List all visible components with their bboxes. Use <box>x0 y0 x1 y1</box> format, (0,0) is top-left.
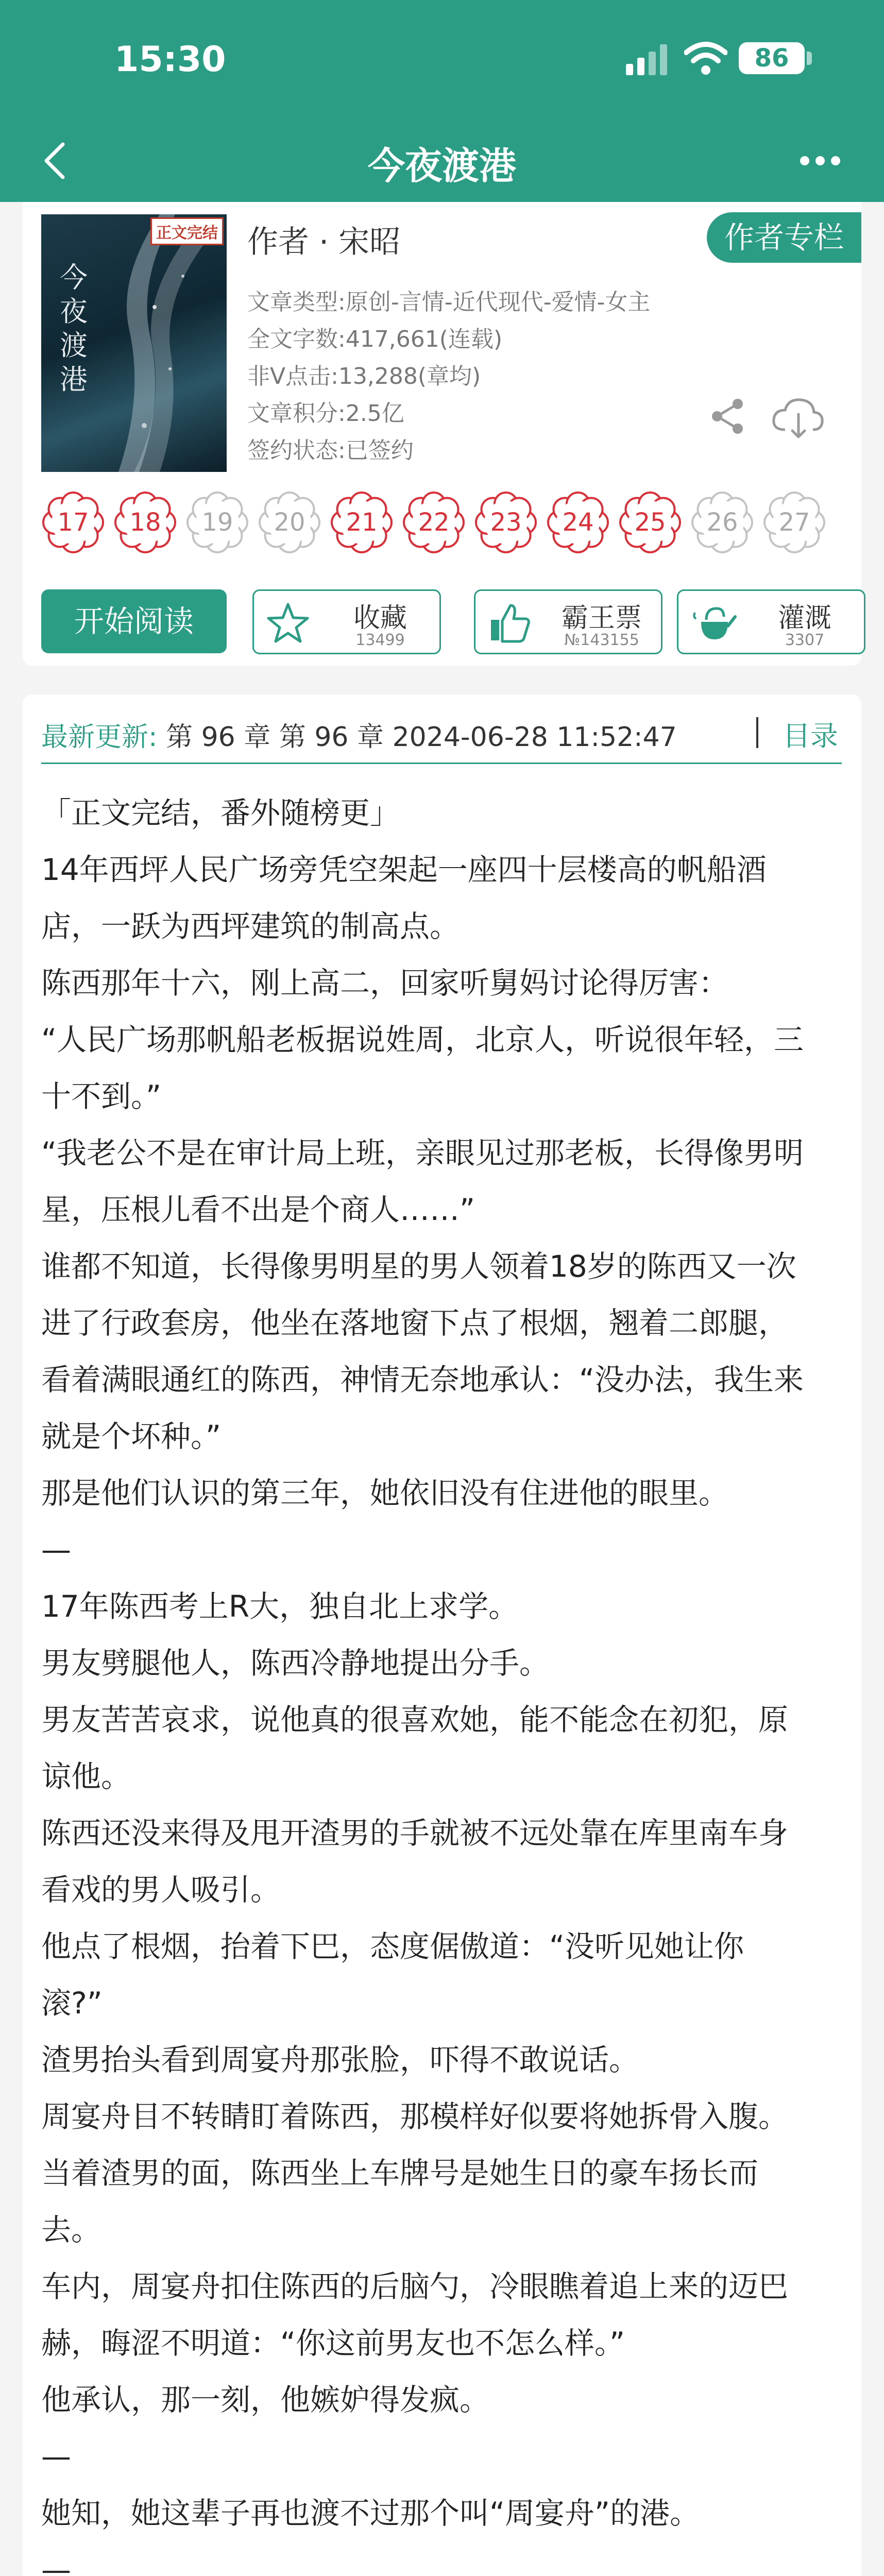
synopsis-line: 男友苦苦哀求，说他真的很喜欢她，能不能念在初犯，原 <box>41 1702 789 1737</box>
collect-label: 收藏 <box>353 603 407 634</box>
synopsis-line: — <box>41 1532 71 1567</box>
score-flower-number: 18 <box>129 508 161 537</box>
synopsis-line: 看着满眼通红的陈西，神情无奈地承认：“没办法，我生来 <box>41 1362 804 1397</box>
synopsis-line: — <box>41 2552 71 2576</box>
divider <box>756 717 758 748</box>
score-flower <box>474 490 538 554</box>
synopsis-line: 「正文完结，番外随榜更」 <box>41 795 400 831</box>
score-flower-number: 19 <box>201 508 233 537</box>
score-flower <box>546 490 610 554</box>
cloud-download-icon[interactable] <box>770 394 826 440</box>
score-flower-number: 21 <box>346 508 378 537</box>
synopsis-line: 17年陈西考上R大，独自北上求学。 <box>41 1589 519 1624</box>
score-flower-number: 24 <box>562 508 594 537</box>
synopsis-line: “人民广场那帆船老板据说姓周，北京人，听说很年轻，三 <box>41 1022 804 1057</box>
synopsis-line: 赫，晦涩不明道：“你这前男友也不怎么样。” <box>41 2326 625 2361</box>
star-icon <box>266 601 310 645</box>
synopsis-line: “我老公不是在审计局上班，亲眼见过那老板，长得像男明 <box>41 1136 804 1171</box>
score-flower-number: 17 <box>57 508 89 537</box>
meta-clicks: 非V点击:13,288(章均) <box>247 363 481 389</box>
battery-tip <box>807 52 812 65</box>
cover-title: 今夜渡港 <box>60 261 88 396</box>
score-flower <box>113 490 177 554</box>
synopsis-line: 进了行政套房，他坐在落地窗下点了根烟，翘着二郎腿， <box>41 1306 789 1341</box>
action-row <box>41 589 865 655</box>
synopsis-line: 店，一跃为西坪建筑的制高点。 <box>41 909 460 944</box>
synopsis-line: 看戏的男人吸引。 <box>41 1872 281 1907</box>
more-icon[interactable] <box>789 140 851 181</box>
synopsis-line: 渣男抬头看到周宴舟那张脸，吓得不敢说话。 <box>41 2042 639 2077</box>
irrigate-label: 灌溉 <box>777 603 831 634</box>
synopsis-line: 十不到。” <box>41 1079 162 1114</box>
author-column-button[interactable]: 作者专栏 <box>707 212 861 263</box>
status-bar <box>0 0 884 120</box>
score-flower <box>258 490 321 554</box>
score-flower <box>762 490 826 554</box>
irrigate-count: 3307 <box>785 631 825 649</box>
synopsis-line: 陈西那年十六，刚上高二，回家听舅妈讨论得厉害： <box>41 965 729 1001</box>
book-cover[interactable] <box>41 214 227 472</box>
meta-genre: 文章类型:原创-言情-近代现代-爱情-女主 <box>247 289 651 315</box>
synopsis-line: 那是他们认识的第三年，她依旧没有住进他的眼里。 <box>41 1476 729 1511</box>
score-flower-number: 22 <box>418 508 450 537</box>
synopsis-line: 陈西还没来得及甩开渣男的手就被不远处靠在库里南车身 <box>41 1816 789 1851</box>
watering-can-icon <box>691 601 737 645</box>
synopsis-line: 他点了根烟，抬着下巴，态度倨傲道：“没听见她让你 <box>41 1929 744 1964</box>
synopsis-line: 去。 <box>41 2212 101 2247</box>
table-of-contents-link[interactable]: 目录 <box>783 720 838 752</box>
synopsis-line: 当着渣男的面，陈西坐上车牌号是她生日的豪车扬长而 <box>41 2156 759 2191</box>
synopsis-line: 她知，她这辈子再也渡不过那个叫“周宴舟”的港。 <box>41 2496 700 2531</box>
cover-badge: 正文完结 <box>150 217 224 245</box>
overlord-count: №143155 <box>564 631 639 649</box>
score-flower-number: 23 <box>490 508 522 537</box>
synopsis-line: — <box>41 2439 71 2474</box>
score-flower <box>402 490 466 554</box>
irrigate-button[interactable] <box>677 589 865 654</box>
page-title: 今夜渡港 <box>367 144 516 188</box>
score-flower <box>330 490 394 554</box>
synopsis-line: 车内，周宴舟扣住陈西的后脑勺，冷眼瞧着追上来的迈巴 <box>41 2269 789 2304</box>
meta-score: 文章积分:2.5亿 <box>247 400 404 427</box>
score-flower <box>41 490 105 554</box>
meta-word-count: 全文字数:417,661(连载) <box>247 326 503 352</box>
share-icon[interactable] <box>708 396 749 437</box>
signal-icon <box>626 44 672 75</box>
synopsis-line: 滚?” <box>41 1986 103 2021</box>
score-flower-number: 25 <box>634 508 666 537</box>
overlord-label: 霸王票 <box>561 603 642 634</box>
synopsis-line: 谁都不知道，长得像男明星的男人领着18岁的陈西又一次 <box>41 1249 796 1284</box>
synopsis-line: 14年西坪人民广场旁凭空架起一座四十层楼高的帆船酒 <box>41 852 767 887</box>
synopsis-panel <box>23 694 861 2576</box>
collect-count: 13499 <box>355 631 405 649</box>
collect-button[interactable] <box>252 589 441 654</box>
synopsis-line: 他承认，那一刻，他嫉妒得发疯。 <box>41 2382 490 2417</box>
status-time: 15:30 <box>114 39 226 80</box>
book-info-panel <box>23 202 861 666</box>
divider-line <box>41 762 842 764</box>
start-reading-button[interactable]: 开始阅读 <box>41 589 227 653</box>
author-name[interactable]: 作者 · 宋昭 <box>247 224 401 260</box>
score-flower-number: 27 <box>778 508 810 537</box>
latest-update[interactable] <box>41 715 677 754</box>
score-flower-number: 26 <box>706 508 738 537</box>
latest-update-label: 最新更新: <box>41 722 158 753</box>
latest-update-text: 第 96 章 第 96 章 2024-06-28 11:52:47 <box>166 722 677 753</box>
synopsis-line: 周宴舟目不转睛盯着陈西，那模样好似要将她拆骨入腹。 <box>41 2099 789 2134</box>
synopsis-line: 就是个坏种。” <box>41 1419 222 1454</box>
thumbs-up-icon <box>488 601 531 645</box>
synopsis-line: 谅他。 <box>41 1759 131 1794</box>
overlord-ticket-button[interactable] <box>474 589 662 654</box>
battery-indicator: 86 <box>739 42 805 74</box>
nav-bar <box>0 120 884 202</box>
score-flower-row <box>41 490 860 557</box>
score-flower-number: 20 <box>274 508 305 537</box>
score-flower <box>690 490 754 554</box>
synopsis-line: 星，压根儿看不出是个商人……” <box>41 1192 475 1227</box>
wifi-icon <box>684 41 727 75</box>
score-flower <box>618 490 682 554</box>
score-flower <box>185 490 249 554</box>
synopsis-line: 男友劈腿他人，陈西冷静地提出分手。 <box>41 1646 550 1681</box>
meta-contract: 签约状态:已签约 <box>247 437 414 464</box>
